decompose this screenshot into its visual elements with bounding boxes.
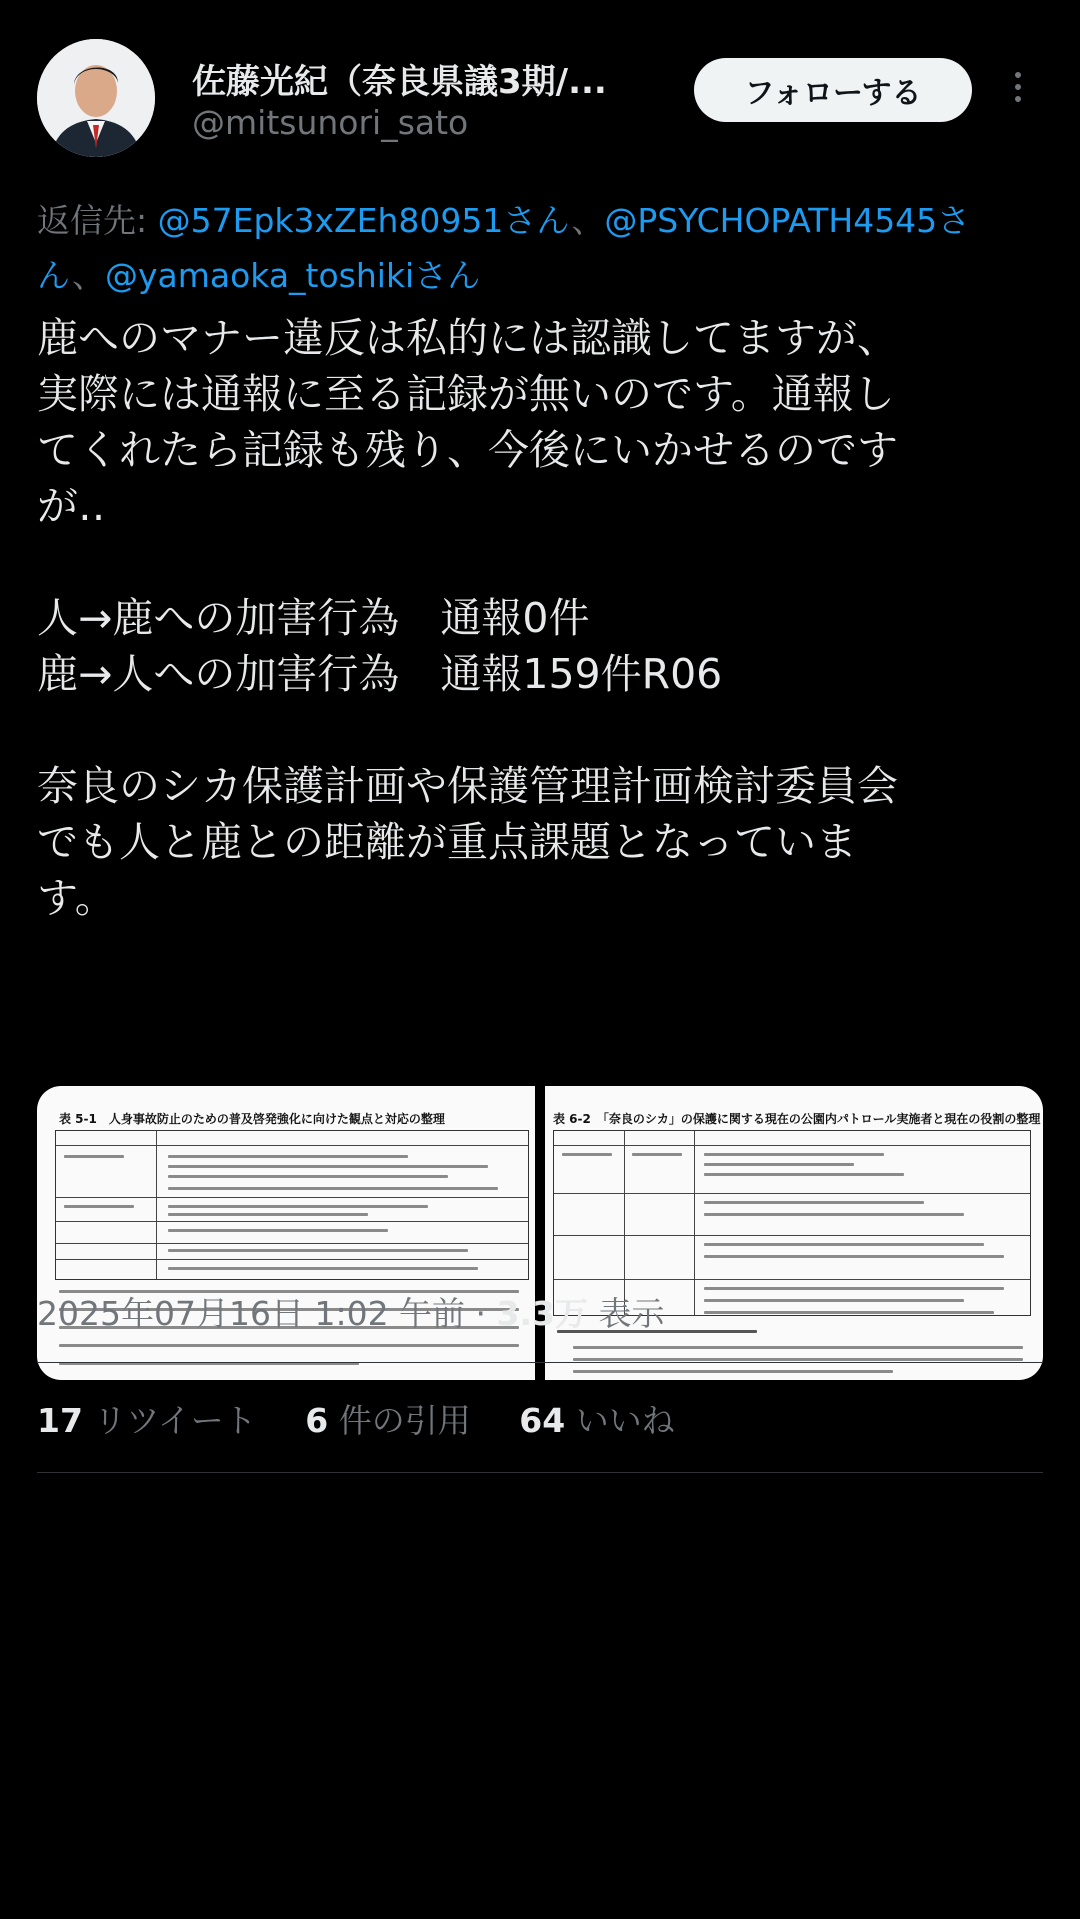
quotes-count: 6 xyxy=(305,1401,329,1440)
avatar-photo-icon xyxy=(37,39,155,157)
attached-images xyxy=(37,1086,1043,1380)
quotes-stat[interactable] xyxy=(305,1401,470,1440)
author-handle[interactable]: @mitsunori_sato xyxy=(192,103,469,142)
tweet-body xyxy=(37,310,1047,926)
more-options-icon[interactable] xyxy=(1003,66,1033,116)
tweet-text-line: 実際には通報に至る記録が無いのです。通報し xyxy=(37,370,895,418)
tweet-text-line: が‥ xyxy=(37,482,106,530)
likes-stat[interactable] xyxy=(519,1401,674,1440)
engagement-stats xyxy=(37,1395,713,1442)
tweet-text-line: てくれたら記録も残り、今後にいかせるのです xyxy=(37,426,898,474)
mention-separator: 、 xyxy=(71,256,105,295)
mention-link[interactable]: @yamaoka_toshikiさん xyxy=(104,256,481,295)
tweet-text-line: す。 xyxy=(37,874,116,922)
tweet-timestamp xyxy=(37,1288,665,1335)
image-caption: 表 6-2 「奈良のシカ」の保護に関する現在の公園内パトロール実施者と現在の役割の整理 xyxy=(553,1112,1041,1126)
view-count: 3.3万 xyxy=(496,1294,589,1333)
reply-to-line xyxy=(37,193,1080,303)
tweet-text-line: 鹿→人への加害行為 通報159件R06 xyxy=(37,650,723,698)
attached-image-table-6-2[interactable] xyxy=(545,1086,1043,1380)
retweets-label: リツイート xyxy=(93,1401,257,1440)
mention-link-continued[interactable]: ん xyxy=(37,256,72,295)
avatar[interactable] xyxy=(37,39,155,157)
attached-image-table-5-1[interactable] xyxy=(37,1086,535,1380)
divider xyxy=(37,1472,1043,1473)
tweet-header xyxy=(0,0,1080,180)
tweet-text-line: 奈良のシカ保護計画や保護管理計画検討委員会 xyxy=(37,762,898,810)
mention-link[interactable]: @PSYCHOPATH4545さ xyxy=(604,201,971,240)
likes-label: いいね xyxy=(575,1401,675,1440)
tweet-text-line: 人→鹿への加害行為 通報0件 xyxy=(37,594,590,642)
mention-separator: 、 xyxy=(571,201,605,240)
tweet-text-line: 鹿へのマナー違反は私的には認識してますが、 xyxy=(37,314,898,362)
image-caption: 表 5-1 人身事故防止のための普及啓発強化に向けた観点と対応の整理 xyxy=(59,1112,445,1126)
reply-prefix: 返信先: xyxy=(37,201,148,240)
tweet-text-line: でも人と鹿との距離が重点課題となっていま xyxy=(37,818,857,866)
timestamp-date[interactable]: 2025年07月16日 1:02 午前 xyxy=(37,1294,466,1333)
likes-count: 64 xyxy=(519,1401,566,1440)
follow-button[interactable]: フォローする xyxy=(694,58,972,122)
divider xyxy=(37,1362,1043,1363)
meta-separator: · xyxy=(465,1294,497,1333)
author-display-name[interactable]: 佐藤光紀（奈良県議3期/... xyxy=(192,62,607,102)
mention-link[interactable]: @57Epk3xZEh80951さん xyxy=(157,201,572,240)
retweets-stat[interactable] xyxy=(37,1401,257,1440)
view-count-label: 表示 xyxy=(588,1294,665,1333)
retweets-count: 17 xyxy=(37,1401,83,1440)
document-table xyxy=(55,1130,529,1280)
quotes-label: 件の引用 xyxy=(338,1401,471,1440)
